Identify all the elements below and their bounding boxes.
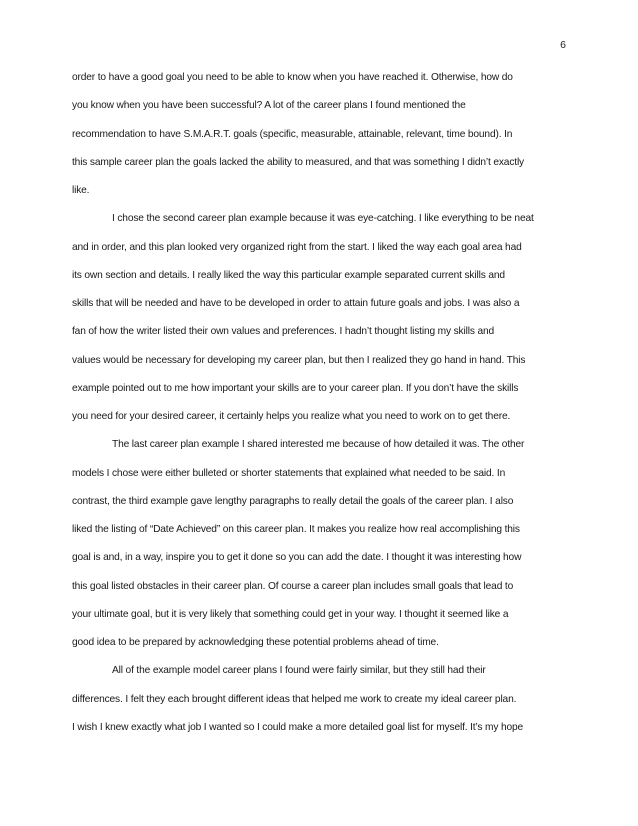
page-number: 6 xyxy=(560,39,566,51)
text-line: order to have a good goal you need to be able to know when you have reached it. Otherwise, how do xyxy=(72,72,513,83)
text-line: you need for your desired career, it certainly helps you realize what you need to work on to get there. xyxy=(72,411,511,422)
text-line: I chose the second career plan example because it was eye-catching. I like everything to be neat xyxy=(112,213,534,225)
text-line: skills that will be needed and have to be developed in order to attain future goals and jobs. I was also a xyxy=(72,298,520,309)
text-line: values would be necessary for developing my career plan, but then I realized they go hand in hand. This xyxy=(72,354,526,366)
text-line: like. xyxy=(72,185,90,196)
text-line: contrast, the third example gave lengthy paragraphs to really detail the goals of the career plan. I also xyxy=(72,495,514,507)
body-text xyxy=(72,68,568,746)
text-line: this goal listed obstacles in their career plan. Of course a career plan includes small goals that lead to xyxy=(72,580,514,592)
text-line: its own section and details. I really liked the way this particular example separated current skills and xyxy=(72,269,505,281)
text-line: recommendation to have S.M.A.R.T. goals (specific, measurable, attainable, relevant, time bound). In xyxy=(72,128,513,140)
text-line: good idea to be prepared by acknowledging these potential problems ahead of time. xyxy=(72,637,439,648)
text-line: this sample career plan the goals lacked the ability to measured, and that was something I didn’t exactly xyxy=(72,156,525,168)
text-line: example pointed out to me how important your skills are to your career plan. If you don’t have the skills xyxy=(72,382,519,394)
text-line: models I chose were either bulleted or shorter statements that explained what needed to be said. In xyxy=(72,467,506,479)
text-line: All of the example model career plans I found were fairly similar, but they still had their xyxy=(112,665,486,677)
text-line: The last career plan example I shared interested me because of how detailed it was. The other xyxy=(112,439,525,451)
text-line: your ultimate goal, but it is very likely that something could get in your way. I thought it seemed like a xyxy=(72,608,509,620)
text-line: differences. I felt they each brought different ideas that helped me work to create my ideal career plan. xyxy=(72,693,517,705)
text-line: you know when you have been successful? A lot of the career plans I found mentioned the xyxy=(72,100,466,112)
text-line: liked the listing of “Date Achieved” on this career plan. It makes you realize how real accomplishing this xyxy=(72,524,520,535)
text-line: goal is and, in a way, inspire you to get it done so you can add the date. I thought it was interesting how xyxy=(72,552,522,564)
text-line: fan of how the writer listed their own values and preferences. I hadn’t thought listing my skills and xyxy=(72,326,495,338)
text-line: and in order, and this plan looked very organized right from the start. I liked the way each goal area had xyxy=(72,241,522,253)
text-line: I wish I knew exactly what job I wanted so I could make a more detailed goal list for myself. It’s my hope xyxy=(72,721,524,733)
